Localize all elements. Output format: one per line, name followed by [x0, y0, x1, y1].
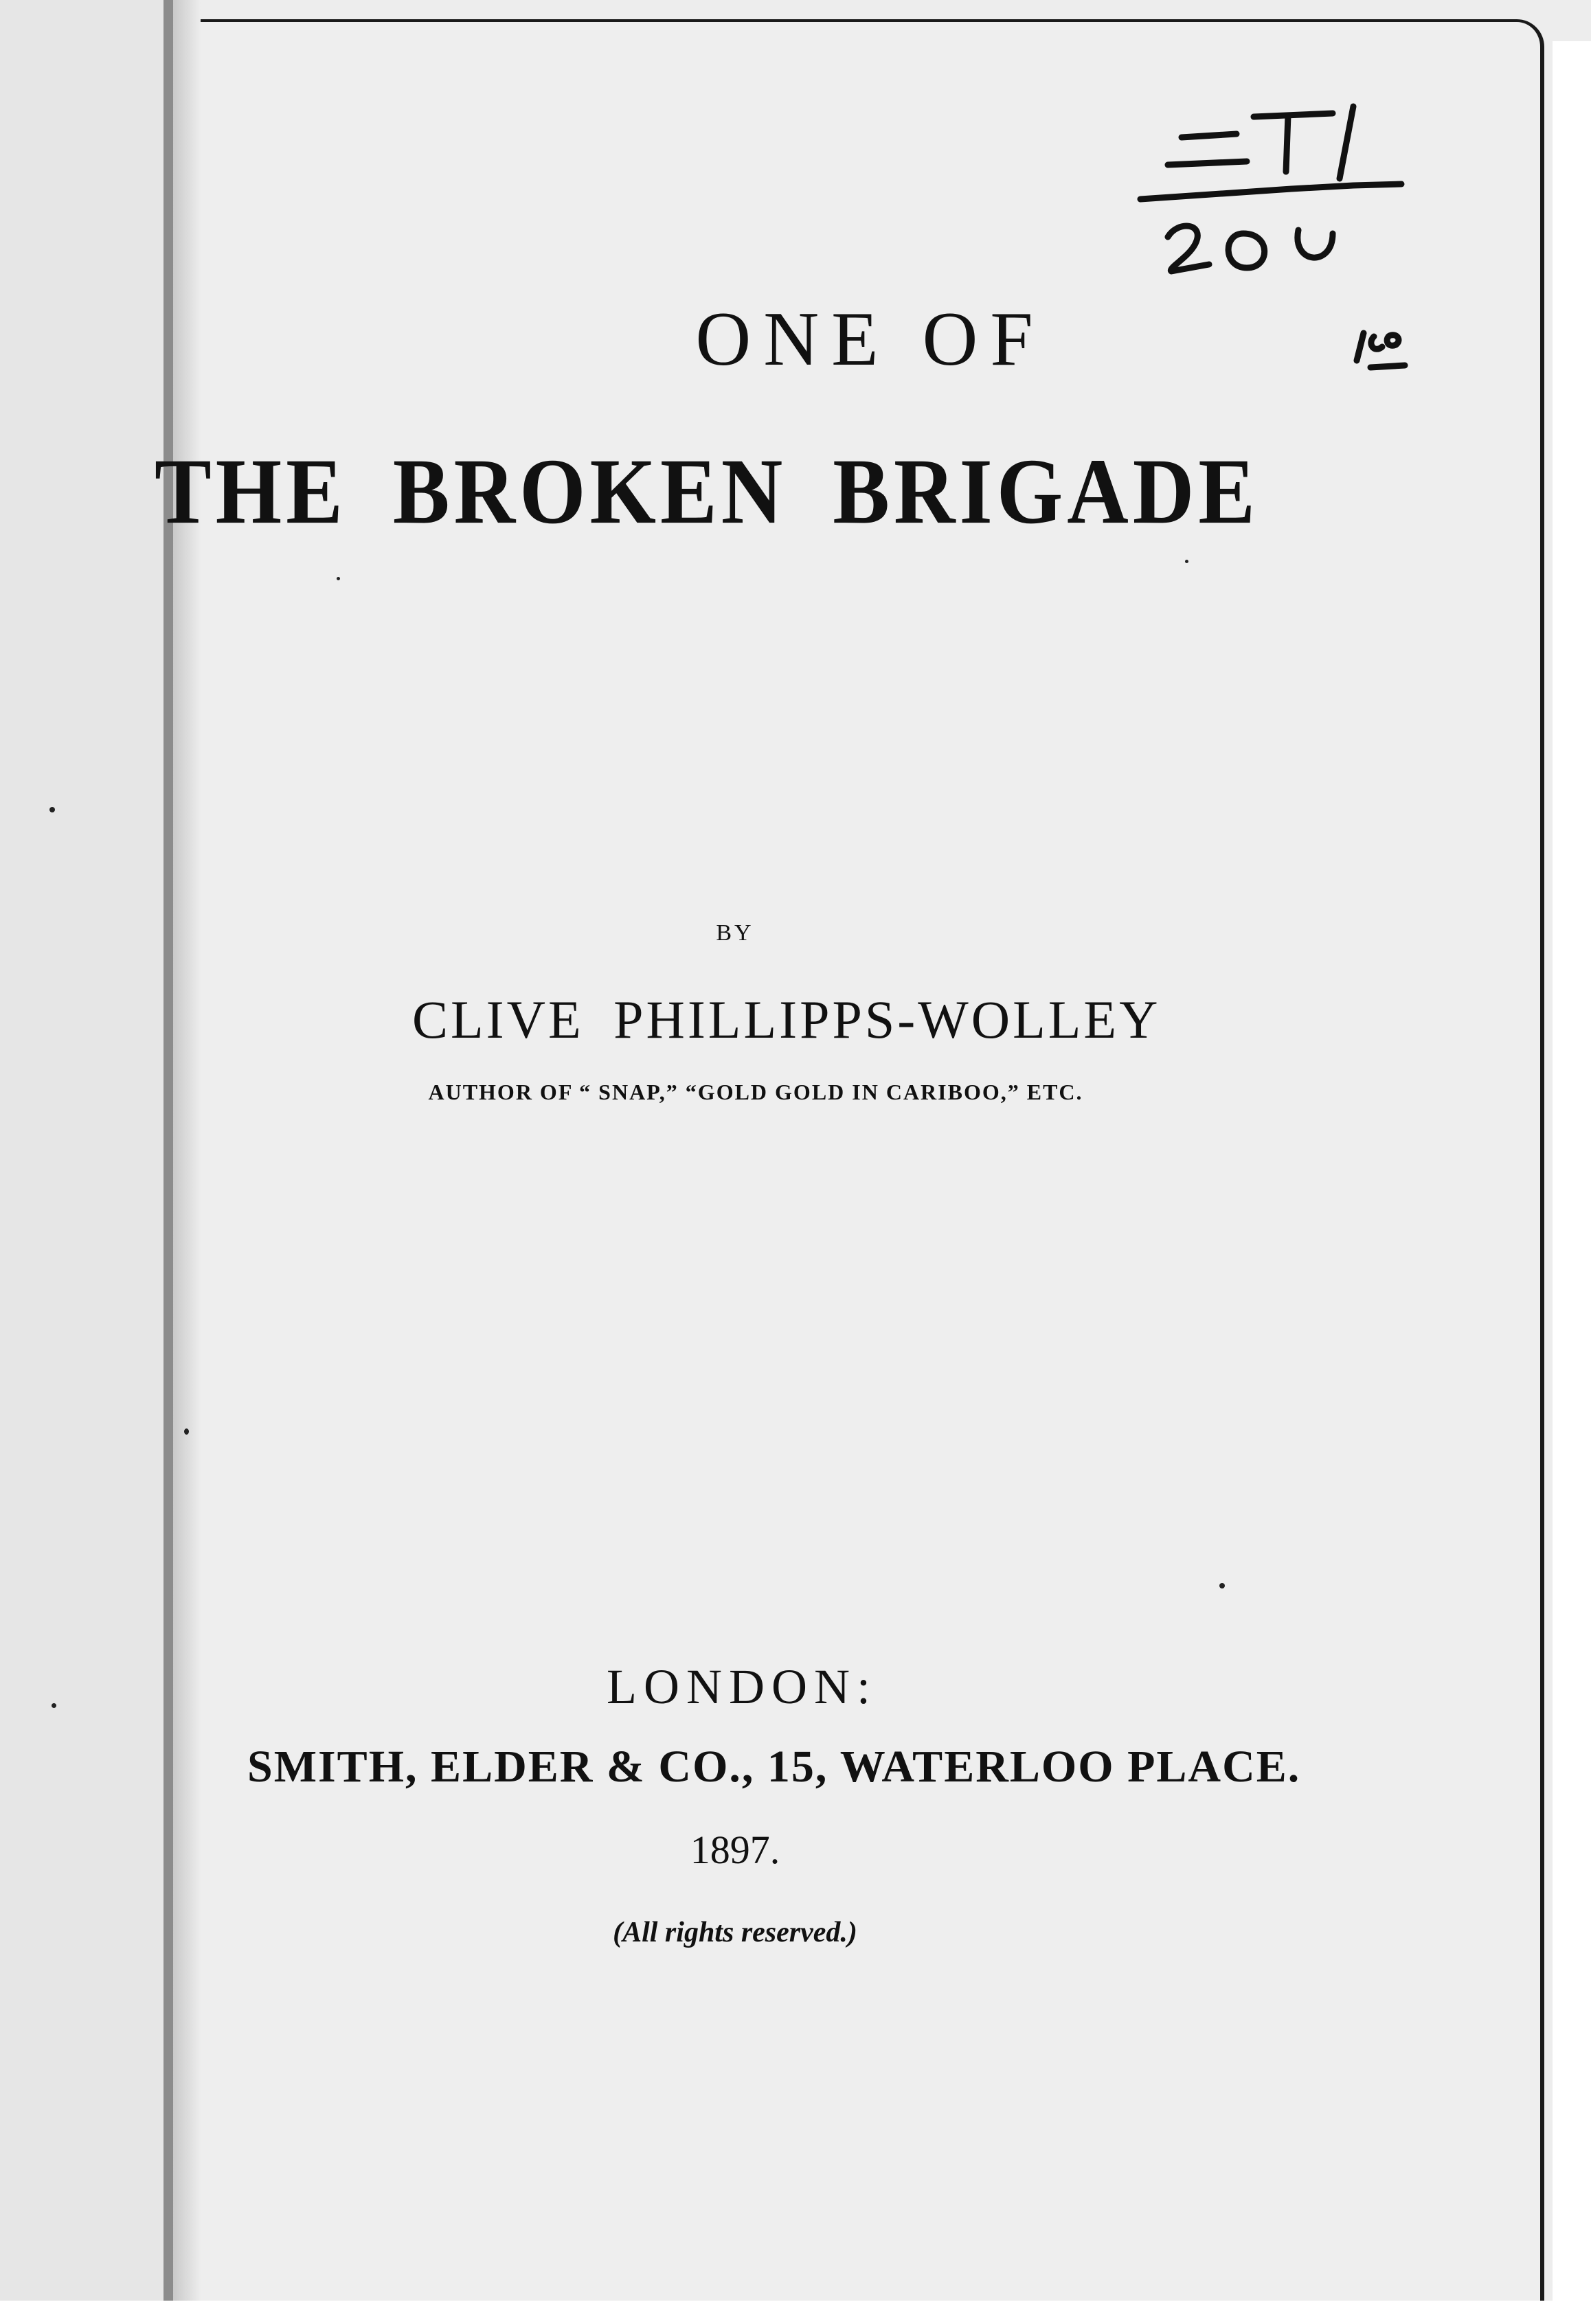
rights-notice: (All rights reserved.) [613, 1917, 857, 1948]
left-facing-leaf [0, 0, 173, 2324]
ink-speck [52, 1703, 56, 1708]
bottom-scan-margin [0, 2301, 1591, 2324]
imprint-year: 1897. [690, 1827, 780, 1872]
imprint-place: LONDON: [607, 1659, 877, 1714]
ink-speck [337, 577, 340, 580]
gutter-shadow [173, 0, 201, 2324]
right-scan-margin [1553, 41, 1591, 2324]
author-name: CLIVE PHILLIPPS-WOLLEY [412, 990, 1161, 1049]
imprint-publisher: SMITH, ELDER & CO., 15, WATERLOO PLACE. [247, 1742, 1301, 1792]
ink-speck [49, 807, 55, 812]
ink-speck [1185, 560, 1188, 563]
title-line-1: ONE OF [695, 297, 1046, 382]
ink-speck [1219, 1583, 1225, 1588]
title-line-2: THE BROKEN BRIGADE [155, 440, 1260, 543]
by-line: BY [716, 920, 754, 946]
ink-speck [184, 1428, 189, 1435]
author-previous-works: AUTHOR OF “ SNAP,” “GOLD GOLD IN CARIBOO,” ETC. [428, 1080, 1083, 1104]
